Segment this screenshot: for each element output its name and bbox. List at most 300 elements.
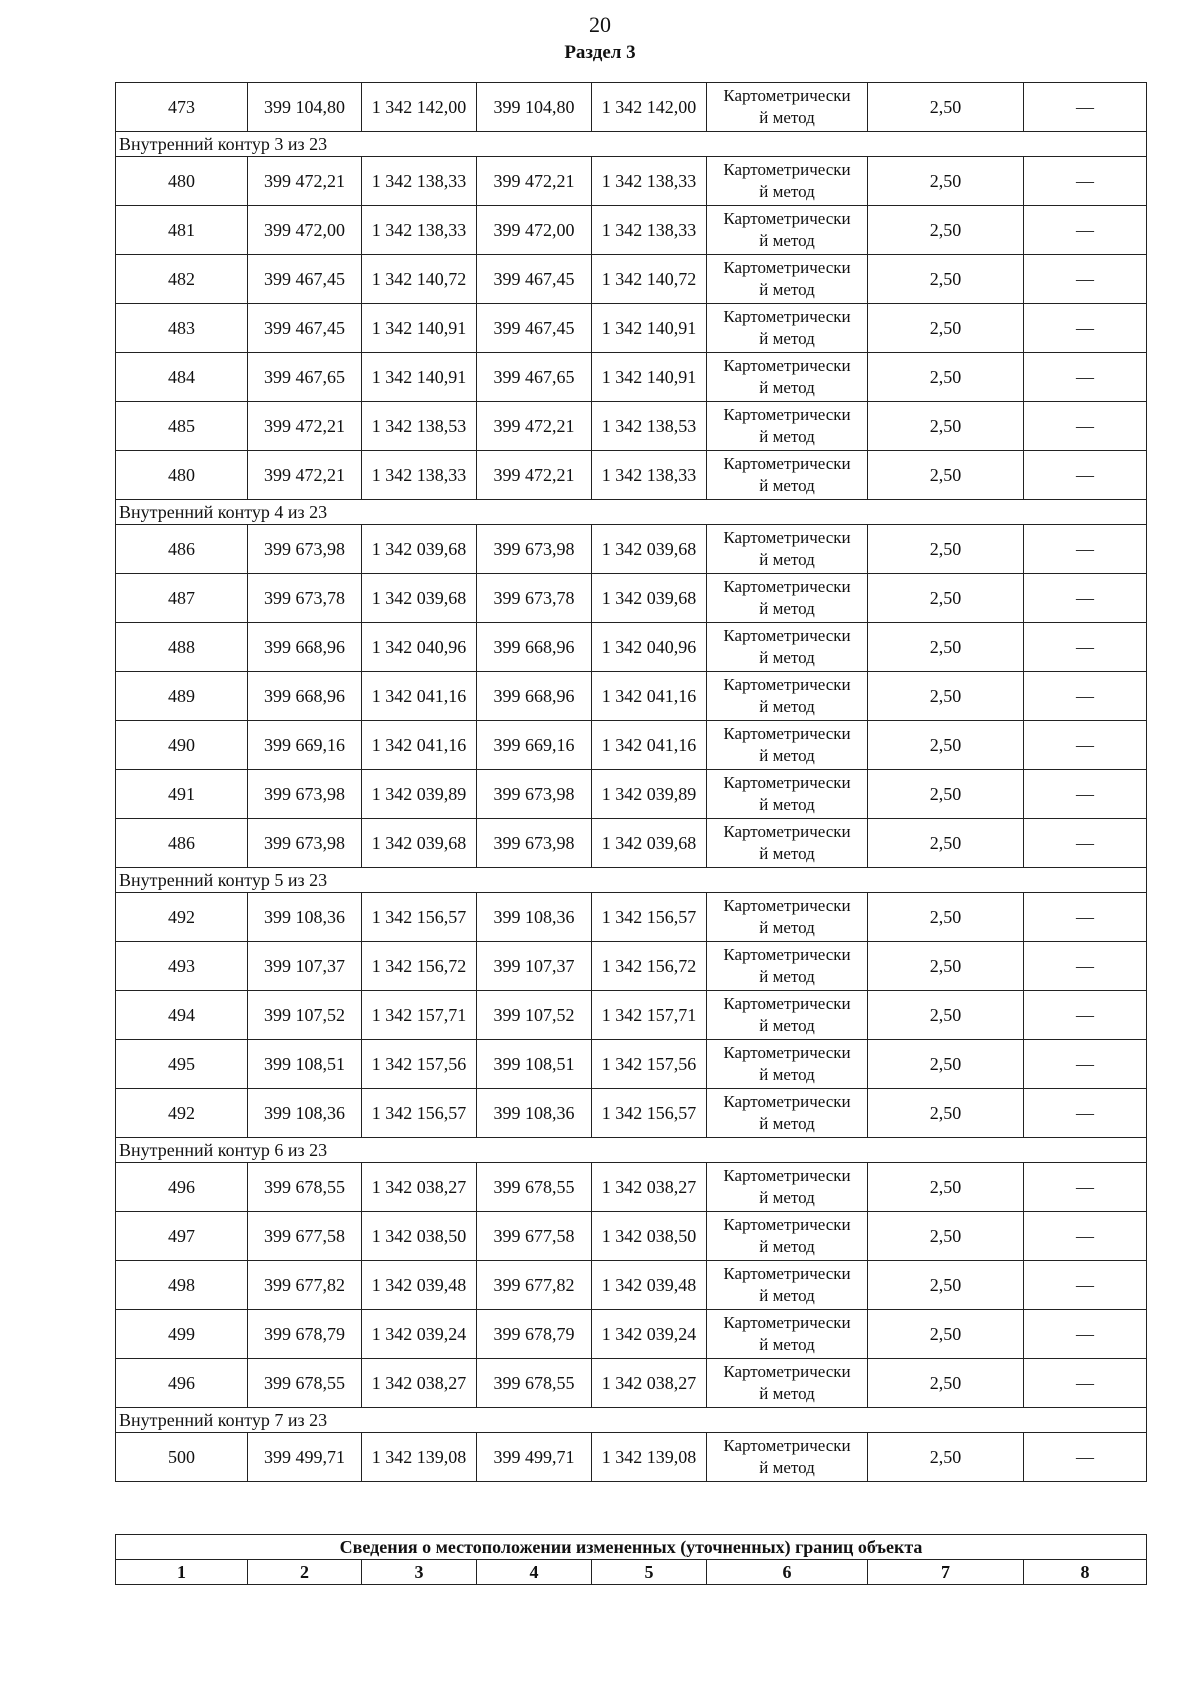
method-cell [707,1261,868,1310]
method-text-line2: й метод [759,329,815,348]
method-text-line2: й метод [759,476,815,495]
table-row [116,623,1147,672]
method-text-line2: й метод [759,378,815,397]
x-new-cell: 399 467,65 [477,353,592,402]
x-existing-cell: 399 668,96 [248,672,362,721]
accuracy-cell: 2,50 [868,525,1024,574]
point-number-cell: 497 [116,1212,248,1261]
x-new-cell: 399 677,58 [477,1212,592,1261]
table-row [116,1040,1147,1089]
method-text-line1: Картометрически [723,86,851,105]
method-text-line2: й метод [759,231,815,250]
x-new-cell: 399 669,16 [477,721,592,770]
table-row [116,402,1147,451]
column-number: 2 [248,1560,362,1585]
summary-column-numbers [116,1560,1147,1585]
description-cell: — [1024,304,1147,353]
method-text-line1: Картометрически [723,454,851,473]
method-text-line1: Картометрически [723,773,851,792]
method-cell [707,1310,868,1359]
contour-header-row [116,132,1147,157]
method-cell [707,1089,868,1138]
method-text-line1: Картометрически [723,528,851,547]
x-new-cell: 399 472,21 [477,157,592,206]
x-new-cell: 399 472,21 [477,402,592,451]
x-new-cell: 399 678,55 [477,1359,592,1408]
method-text-line2: й метод [759,550,815,569]
method-text-line1: Картометрически [723,160,851,179]
y-new-cell: 1 342 041,16 [592,672,707,721]
y-new-cell: 1 342 039,68 [592,574,707,623]
x-new-cell: 399 104,80 [477,83,592,132]
description-cell: — [1024,1212,1147,1261]
x-existing-cell: 399 108,36 [248,893,362,942]
y-existing-cell: 1 342 041,16 [362,721,477,770]
accuracy-cell: 2,50 [868,353,1024,402]
column-number: 5 [592,1560,707,1585]
description-cell: — [1024,525,1147,574]
y-new-cell: 1 342 156,57 [592,1089,707,1138]
table-row [116,525,1147,574]
method-text-line1: Картометрически [723,675,851,694]
description-cell: — [1024,1359,1147,1408]
method-cell [707,1040,868,1089]
x-new-cell: 399 107,37 [477,942,592,991]
contour-header-row [116,500,1147,525]
point-number-cell: 492 [116,1089,248,1138]
point-number-cell: 493 [116,942,248,991]
description-cell: — [1024,451,1147,500]
point-number-cell: 487 [116,574,248,623]
method-cell [707,893,868,942]
x-new-cell: 399 472,21 [477,451,592,500]
description-cell: — [1024,83,1147,132]
x-existing-cell: 399 673,98 [248,819,362,868]
y-new-cell: 1 342 041,16 [592,721,707,770]
y-new-cell: 1 342 138,33 [592,451,707,500]
y-new-cell: 1 342 138,33 [592,157,707,206]
y-new-cell: 1 342 039,68 [592,525,707,574]
description-cell: — [1024,157,1147,206]
method-text-line2: й метод [759,1458,815,1477]
table-row [116,721,1147,770]
y-new-cell: 1 342 156,72 [592,942,707,991]
contour-header-row [116,1408,1147,1433]
x-existing-cell: 399 472,21 [248,157,362,206]
y-new-cell: 1 342 038,27 [592,1163,707,1212]
method-text-line1: Картометрически [723,822,851,841]
table-row [116,819,1147,868]
x-existing-cell: 399 668,96 [248,623,362,672]
description-cell: — [1024,672,1147,721]
y-existing-cell: 1 342 038,27 [362,1163,477,1212]
x-new-cell: 399 472,00 [477,206,592,255]
description-cell: — [1024,1310,1147,1359]
method-text-line2: й метод [759,1065,815,1084]
method-text-line2: й метод [759,182,815,201]
description-cell: — [1024,819,1147,868]
accuracy-cell: 2,50 [868,1359,1024,1408]
method-text-line2: й метод [759,1114,815,1133]
contour-label: Внутренний контур 3 из 23 [116,132,1147,157]
table-row [116,1433,1147,1482]
y-existing-cell: 1 342 138,33 [362,451,477,500]
method-cell [707,1433,868,1482]
y-new-cell: 1 342 140,91 [592,304,707,353]
x-existing-cell: 399 673,98 [248,770,362,819]
point-number-cell: 498 [116,1261,248,1310]
x-existing-cell: 399 673,98 [248,525,362,574]
y-new-cell: 1 342 140,91 [592,353,707,402]
table-row [116,991,1147,1040]
y-existing-cell: 1 342 140,91 [362,304,477,353]
y-existing-cell: 1 342 038,50 [362,1212,477,1261]
method-text-line2: й метод [759,280,815,299]
table-row [116,672,1147,721]
y-existing-cell: 1 342 138,53 [362,402,477,451]
x-existing-cell: 399 107,52 [248,991,362,1040]
x-existing-cell: 399 472,00 [248,206,362,255]
x-existing-cell: 399 499,71 [248,1433,362,1482]
method-text-line2: й метод [759,746,815,765]
description-cell: — [1024,1261,1147,1310]
x-new-cell: 399 108,36 [477,893,592,942]
contour-label: Внутренний контур 5 из 23 [116,868,1147,893]
table-row [116,770,1147,819]
y-existing-cell: 1 342 038,27 [362,1359,477,1408]
table-row [116,893,1147,942]
table-row [116,255,1147,304]
method-cell [707,819,868,868]
method-cell [707,1359,868,1408]
description-cell: — [1024,574,1147,623]
method-text-line1: Картометрически [723,724,851,743]
description-cell: — [1024,1089,1147,1138]
point-number-cell: 486 [116,525,248,574]
method-text-line1: Картометрически [723,1362,851,1381]
y-new-cell: 1 342 039,48 [592,1261,707,1310]
point-number-cell: 473 [116,83,248,132]
point-number-cell: 496 [116,1359,248,1408]
x-existing-cell: 399 677,58 [248,1212,362,1261]
table-row [116,1212,1147,1261]
method-cell [707,942,868,991]
page-number: 20 [589,12,611,37]
y-new-cell: 1 342 140,72 [592,255,707,304]
x-new-cell: 399 673,98 [477,525,592,574]
method-text-line1: Картометрически [723,896,851,915]
y-existing-cell: 1 342 039,68 [362,574,477,623]
accuracy-cell: 2,50 [868,623,1024,672]
y-new-cell: 1 342 038,50 [592,1212,707,1261]
table-row [116,206,1147,255]
y-new-cell: 1 342 142,00 [592,83,707,132]
x-existing-cell: 399 467,65 [248,353,362,402]
accuracy-cell: 2,50 [868,819,1024,868]
summary-title: Сведения о местоположении измененных (уточненных) границ объекта [116,1535,1147,1560]
method-text-line2: й метод [759,1016,815,1035]
method-cell [707,402,868,451]
method-cell [707,991,868,1040]
table-row [116,83,1147,132]
point-number-cell: 486 [116,819,248,868]
method-text-line1: Картометрически [723,994,851,1013]
description-cell: — [1024,721,1147,770]
x-new-cell: 399 499,71 [477,1433,592,1482]
method-cell [707,623,868,672]
accuracy-cell: 2,50 [868,770,1024,819]
description-cell: — [1024,206,1147,255]
x-new-cell: 399 668,96 [477,623,592,672]
method-text-line1: Картометрически [723,405,851,424]
method-text-line1: Картометрически [723,209,851,228]
method-text-line1: Картометрически [723,258,851,277]
method-text-line2: й метод [759,427,815,446]
y-existing-cell: 1 342 039,68 [362,819,477,868]
y-existing-cell: 1 342 138,33 [362,157,477,206]
method-cell [707,721,868,770]
method-text-line1: Картометрически [723,945,851,964]
x-existing-cell: 399 678,55 [248,1359,362,1408]
x-new-cell: 399 467,45 [477,255,592,304]
contour-label: Внутренний контур 4 из 23 [116,500,1147,525]
point-number-cell: 496 [116,1163,248,1212]
method-text-line2: й метод [759,648,815,667]
x-existing-cell: 399 472,21 [248,451,362,500]
method-text-line2: й метод [759,967,815,986]
accuracy-cell: 2,50 [868,206,1024,255]
method-text-line2: й метод [759,1335,815,1354]
y-existing-cell: 1 342 039,89 [362,770,477,819]
table-row [116,1163,1147,1212]
point-number-cell: 481 [116,206,248,255]
x-new-cell: 399 673,78 [477,574,592,623]
point-number-cell: 480 [116,451,248,500]
accuracy-cell: 2,50 [868,672,1024,721]
method-cell [707,451,868,500]
accuracy-cell: 2,50 [868,893,1024,942]
y-existing-cell: 1 342 039,68 [362,525,477,574]
description-cell: — [1024,623,1147,672]
y-new-cell: 1 342 156,57 [592,893,707,942]
y-existing-cell: 1 342 157,71 [362,991,477,1040]
method-cell [707,574,868,623]
y-existing-cell: 1 342 138,33 [362,206,477,255]
method-text-line1: Картометрически [723,356,851,375]
y-new-cell: 1 342 039,89 [592,770,707,819]
method-text-line1: Картометрически [723,1436,851,1455]
y-existing-cell: 1 342 139,08 [362,1433,477,1482]
method-text-line1: Картометрически [723,1215,851,1234]
description-cell: — [1024,942,1147,991]
x-existing-cell: 399 467,45 [248,255,362,304]
point-number-cell: 495 [116,1040,248,1089]
point-number-cell: 500 [116,1433,248,1482]
accuracy-cell: 2,50 [868,574,1024,623]
method-text-line2: й метод [759,108,815,127]
x-new-cell: 399 678,79 [477,1310,592,1359]
boundaries-summary-table [115,1534,1147,1585]
y-existing-cell: 1 342 040,96 [362,623,477,672]
accuracy-cell: 2,50 [868,1040,1024,1089]
coordinates-table [115,82,1147,1482]
accuracy-cell: 2,50 [868,1261,1024,1310]
x-existing-cell: 399 107,37 [248,942,362,991]
accuracy-cell: 2,50 [868,304,1024,353]
method-text-line2: й метод [759,1188,815,1207]
point-number-cell: 499 [116,1310,248,1359]
y-new-cell: 1 342 157,71 [592,991,707,1040]
table-row [116,157,1147,206]
point-number-cell: 484 [116,353,248,402]
accuracy-cell: 2,50 [868,83,1024,132]
column-number: 3 [362,1560,477,1585]
table-row [116,574,1147,623]
method-text-line2: й метод [759,599,815,618]
point-number-cell: 488 [116,623,248,672]
description-cell: — [1024,255,1147,304]
method-cell [707,1212,868,1261]
column-number: 6 [707,1560,868,1585]
description-cell: — [1024,402,1147,451]
table-row [116,353,1147,402]
method-cell [707,255,868,304]
point-number-cell: 491 [116,770,248,819]
table-row [116,1261,1147,1310]
point-number-cell: 490 [116,721,248,770]
method-text-line2: й метод [759,1237,815,1256]
y-existing-cell: 1 342 156,57 [362,893,477,942]
summary-title-row [116,1535,1147,1560]
accuracy-cell: 2,50 [868,157,1024,206]
contour-header-row [116,868,1147,893]
accuracy-cell: 2,50 [868,1433,1024,1482]
x-existing-cell: 399 677,82 [248,1261,362,1310]
y-new-cell: 1 342 039,24 [592,1310,707,1359]
method-cell [707,770,868,819]
column-number: 1 [116,1560,248,1585]
contour-label: Внутренний контур 6 из 23 [116,1138,1147,1163]
table-row [116,304,1147,353]
method-cell [707,83,868,132]
method-text-line1: Картометрически [723,1092,851,1111]
table-row [116,942,1147,991]
x-existing-cell: 399 678,79 [248,1310,362,1359]
description-cell: — [1024,991,1147,1040]
description-cell: — [1024,353,1147,402]
description-cell: — [1024,1163,1147,1212]
method-text-line1: Картометрически [723,1264,851,1283]
table-row [116,1310,1147,1359]
point-number-cell: 482 [116,255,248,304]
x-new-cell: 399 108,51 [477,1040,592,1089]
x-new-cell: 399 678,55 [477,1163,592,1212]
accuracy-cell: 2,50 [868,942,1024,991]
y-existing-cell: 1 342 156,72 [362,942,477,991]
description-cell: — [1024,1040,1147,1089]
method-text-line2: й метод [759,1384,815,1403]
x-existing-cell: 399 678,55 [248,1163,362,1212]
table-row [116,1089,1147,1138]
column-number: 8 [1024,1560,1147,1585]
accuracy-cell: 2,50 [868,255,1024,304]
y-new-cell: 1 342 040,96 [592,623,707,672]
x-new-cell: 399 677,82 [477,1261,592,1310]
method-cell [707,206,868,255]
point-number-cell: 485 [116,402,248,451]
x-existing-cell: 399 104,80 [248,83,362,132]
method-cell [707,525,868,574]
method-cell [707,304,868,353]
method-text-line1: Картометрически [723,626,851,645]
x-new-cell: 399 467,45 [477,304,592,353]
contour-header-row [116,1138,1147,1163]
description-cell: — [1024,1433,1147,1482]
method-text-line1: Картометрически [723,1166,851,1185]
point-number-cell: 494 [116,991,248,1040]
method-text-line2: й метод [759,1286,815,1305]
x-existing-cell: 399 669,16 [248,721,362,770]
x-existing-cell: 399 108,36 [248,1089,362,1138]
accuracy-cell: 2,50 [868,991,1024,1040]
point-number-cell: 483 [116,304,248,353]
y-new-cell: 1 342 038,27 [592,1359,707,1408]
y-existing-cell: 1 342 140,91 [362,353,477,402]
contour-label: Внутренний контур 7 из 23 [116,1408,1147,1433]
table-row [116,1359,1147,1408]
x-new-cell: 399 668,96 [477,672,592,721]
y-existing-cell: 1 342 142,00 [362,83,477,132]
x-existing-cell: 399 673,78 [248,574,362,623]
method-cell [707,1163,868,1212]
method-text-line1: Картометрически [723,1043,851,1062]
accuracy-cell: 2,50 [868,1212,1024,1261]
x-existing-cell: 399 467,45 [248,304,362,353]
accuracy-cell: 2,50 [868,1089,1024,1138]
column-number: 4 [477,1560,592,1585]
y-existing-cell: 1 342 039,48 [362,1261,477,1310]
column-number: 7 [868,1560,1024,1585]
x-new-cell: 399 673,98 [477,770,592,819]
method-text-line2: й метод [759,844,815,863]
y-existing-cell: 1 342 041,16 [362,672,477,721]
x-new-cell: 399 673,98 [477,819,592,868]
x-existing-cell: 399 108,51 [248,1040,362,1089]
y-existing-cell: 1 342 157,56 [362,1040,477,1089]
accuracy-cell: 2,50 [868,451,1024,500]
y-new-cell: 1 342 139,08 [592,1433,707,1482]
accuracy-cell: 2,50 [868,721,1024,770]
point-number-cell: 489 [116,672,248,721]
y-new-cell: 1 342 138,53 [592,402,707,451]
description-cell: — [1024,770,1147,819]
accuracy-cell: 2,50 [868,1310,1024,1359]
section-title: Раздел 3 [564,42,636,63]
method-text-line2: й метод [759,697,815,716]
y-existing-cell: 1 342 140,72 [362,255,477,304]
x-new-cell: 399 108,36 [477,1089,592,1138]
method-cell [707,353,868,402]
method-text-line1: Картометрически [723,1313,851,1332]
method-cell [707,672,868,721]
method-text-line2: й метод [759,918,815,937]
x-new-cell: 399 107,52 [477,991,592,1040]
method-text-line1: Картометрически [723,307,851,326]
y-new-cell: 1 342 138,33 [592,206,707,255]
method-text-line2: й метод [759,795,815,814]
accuracy-cell: 2,50 [868,402,1024,451]
description-cell: — [1024,893,1147,942]
